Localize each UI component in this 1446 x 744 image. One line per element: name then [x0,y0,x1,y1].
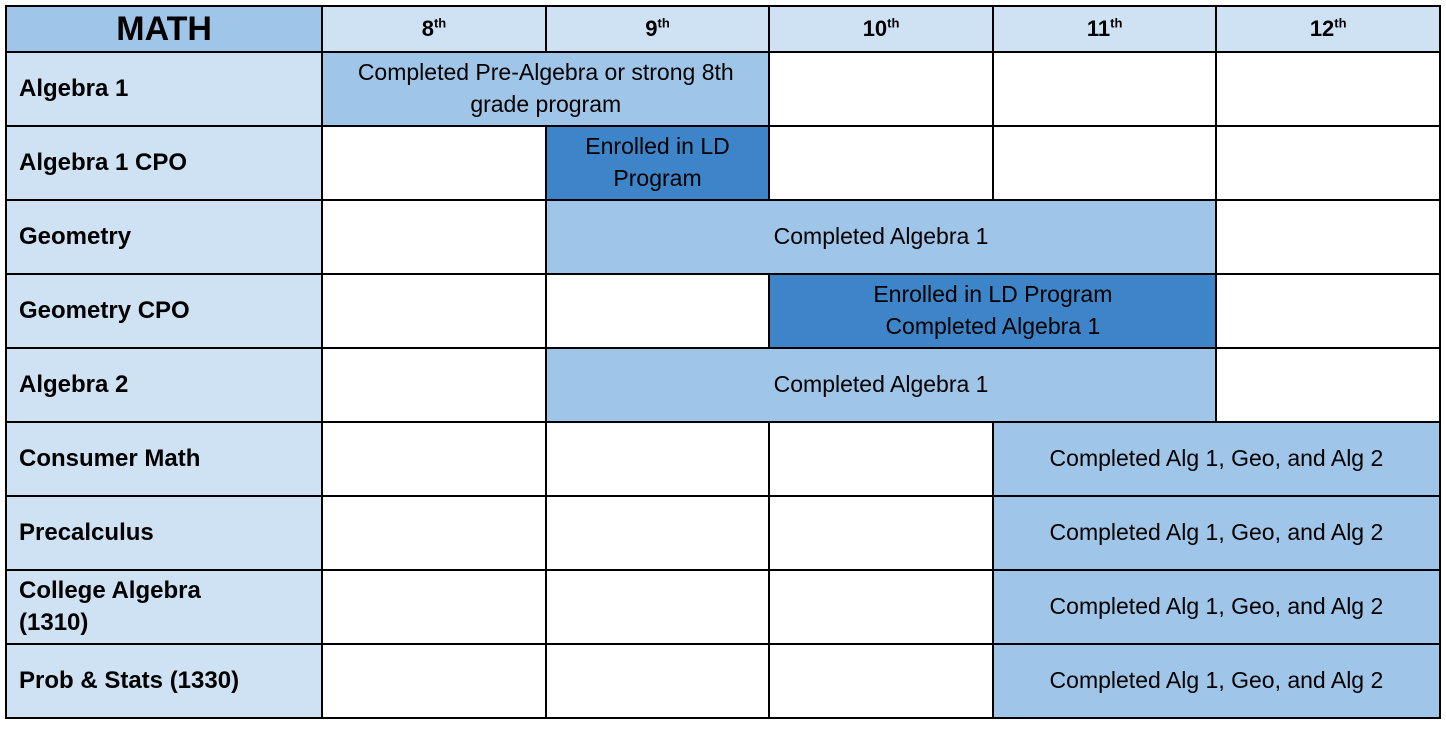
empty-cell [546,274,770,348]
empty-cell [322,200,546,274]
empty-cell [1216,348,1440,422]
empty-cell [993,52,1217,126]
empty-cell [322,570,546,644]
math-course-table [5,5,1441,719]
empty-cell [769,496,993,570]
empty-cell [769,570,993,644]
course-name: Algebra 1 [6,52,322,126]
table-row [6,644,1440,718]
empty-cell [1216,126,1440,200]
empty-cell [322,496,546,570]
requirement-cell: Completed Alg 1, Geo, and Alg 2 [993,422,1440,496]
empty-cell [322,644,546,718]
table-row [6,570,1440,644]
requirement-cell: Completed Alg 1, Geo, and Alg 2 [993,644,1440,718]
grade-header-11: 11th [993,6,1217,52]
course-name: College Algebra (1310) [6,570,322,644]
empty-cell [322,274,546,348]
table-row [6,52,1440,126]
course-name: Prob & Stats (1330) [6,644,322,718]
requirement-cell: Enrolled in LD Program [546,126,770,200]
empty-cell [769,644,993,718]
empty-cell [769,52,993,126]
table-row [6,422,1440,496]
empty-cell [546,496,770,570]
table-title: MATH [6,6,322,52]
empty-cell [1216,200,1440,274]
course-name: Geometry [6,200,322,274]
grade-header-12: 12th [1216,6,1440,52]
empty-cell [546,644,770,718]
requirement-cell [769,274,1216,348]
empty-cell [322,126,546,200]
course-name: Algebra 2 [6,348,322,422]
requirement-cell: Completed Alg 1, Geo, and Alg 2 [993,570,1440,644]
requirement-cell: Completed Algebra 1 [546,200,1217,274]
empty-cell [769,126,993,200]
empty-cell [1216,274,1440,348]
requirement-cell: Completed Alg 1, Geo, and Alg 2 [993,496,1440,570]
empty-cell [322,422,546,496]
requirement-cell: Completed Algebra 1 [546,348,1217,422]
empty-cell [769,422,993,496]
course-name: Precalculus [6,496,322,570]
course-name: Algebra 1 CPO [6,126,322,200]
table-row [6,274,1440,348]
table-row [6,200,1440,274]
course-name: Geometry CPO [6,274,322,348]
empty-cell [993,126,1217,200]
empty-cell [1216,52,1440,126]
table-row [6,496,1440,570]
requirement-cell: Completed Pre-Algebra or strong 8th grade program [322,52,769,126]
grade-header-9: 9th [546,6,770,52]
header-row [6,6,1440,52]
empty-cell [322,348,546,422]
course-name: Consumer Math [6,422,322,496]
table-row [6,348,1440,422]
empty-cell [546,570,770,644]
grade-header-8: 8th [322,6,546,52]
table-row [6,126,1440,200]
requirement-line: Enrolled in LD Program [873,281,1113,308]
grade-header-10: 10th [769,6,993,52]
requirement-line: Completed Algebra 1 [885,313,1101,339]
empty-cell [546,422,770,496]
